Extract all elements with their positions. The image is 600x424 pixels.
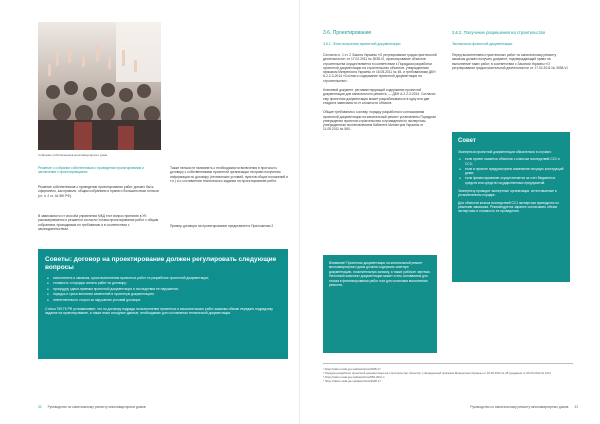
footer-title: Руководство по капитальному ремонту многоквартирных домов (47, 405, 146, 409)
left-col2-p2: Пример договора на проектирование представлен в Приложении 2. (170, 224, 275, 228)
meeting-photo (38, 22, 161, 150)
right-col1 (323, 53, 438, 137)
list-item: ● ответственность сторон за нарушение условий договора. (53, 298, 281, 302)
left-col1-p1: Решение собственников о проведении проектирования работ должно быть оформлено, как правило, общим собранием и принято большинством голосов (ст. п. 2 ст. 44 ЖК РФ). (38, 185, 159, 198)
right-footer (470, 405, 578, 409)
footnote: ¹ https://zakon.rada.gov.ua/laws/show/3038-17 (323, 367, 381, 371)
subsection-subtitle: Экспертиза проектной документации (452, 42, 513, 46)
intro-highlight: Решение о собрании собственников о проведении проектирования и заключении с проектировщиком (38, 166, 144, 175)
right-col2-p1: Перед выполнением строительных работ по капитальному ремонту заказчик должен получить документ, подтверждающий право на выполнение таких работ, в соответствии с Законом Украины «О регулировании градостроительной деятельности» от 17.02.2011 № 3038-VI. (452, 53, 569, 70)
footnotes (323, 363, 573, 383)
tip-title: Совет (458, 138, 476, 144)
advice-note: Статья 759 ГК РФ устанавливает, что по договору подряда на выполнение проектных и изыскательских работ заказчик обязан передать подрядчику задание на проектирование, а также иные исходные данные, необходимые для составления технической документации. (45, 307, 273, 316)
list-item: ● исполнитель и заказчик, сроки выполнения проектных работ по разработке проектной документации; (53, 276, 281, 280)
page-divider (299, 0, 300, 424)
page-number: 33 (574, 405, 578, 409)
section-subtitle: 3.6.1. Этап получения проектной документации (323, 42, 401, 46)
tip-callout (452, 132, 570, 282)
right-col1-p2: Ключевой документ, регламентирующий содержание проектной документации для капитального ремонта, — ДБН А.2.2-3-2014. Согласно ему проектная документация может разрабатываться в одну или две стадии в зависимости от сложности объекта. (323, 88, 436, 105)
list-item: ● если в проекте предусмотрено изменение несущих конструкций дома; (465, 167, 564, 176)
list-item: ● если проект касается объектов с классом последствий СС2 и СС3; (465, 157, 564, 166)
footnote: ² Порядок разработки проектной документации на строительство объектов, утвержденный приказом Минрегиона Украины от 16.05.2011 № 45 (редакция от 06.03.2012 № 102). (323, 371, 552, 375)
subsection-title: 3.6.2. Получение разрешения на строительство (452, 30, 546, 35)
attention-text: Внимание! Проектная документация на капитальный ремонт многоквартирного дома должна содержать сметную документацию, пояснительную записку, а также рабочие чертежи. Неполный комплект документации может стать основанием для отказа в финансировании работ или для остановки выполнения ремонта. (329, 261, 431, 288)
left-col2-p1: Также нельзя не напомнить о необходимости включения в протокол к договору с собственниками проектной организации на право получения информации по договору (технических условий, пунктов общих положений и т.п.) и о составлении технического задания на проектирование работ. (170, 166, 288, 183)
tip-p2: Для объектов класса последствий СС1 экспертиза проводится по решению заказчика. Рекомендуется заранее согласовать объем экспертизы и стоимость ее проведения. (458, 200, 559, 214)
list-item: ● порядок и сроки внесения изменений в проектную документацию; (53, 292, 281, 296)
attention-callout (323, 255, 437, 353)
footnote: ⁴ https://zakon.rada.gov.ua/laws/show/3038-17 (323, 379, 381, 383)
advice-callout (38, 249, 288, 359)
list-item: ● стоимость и порядок оплаты работ по договору; (53, 281, 281, 285)
section-title: 3.6. Проектирование (323, 30, 372, 36)
tip-intro: Экспертиза проектной документации обязательна в случаях: (458, 150, 552, 154)
advice-callout-title: Советы: договор на проектирование должен регулировать следующие вопросы (45, 256, 277, 271)
footer-title: Руководство по капитальному ремонту многоквартирных домов (470, 405, 569, 409)
left-col1-p2: В зависимости от способа управления МКД этот вопрос принятия в УК рассматривается и решается согласно Устава проектирования работ с общим собранием, проводимым по требованию и в соответствии с законодательством. (38, 214, 159, 231)
page-number: 32 (38, 405, 42, 409)
footnote: ³ https://zakon.rada.gov.ua/laws/show/560-2011-п (323, 375, 385, 379)
list-item: ● если финансирование осуществляется за счет бюджетных средств или средств государственных предприятий. (465, 176, 564, 185)
right-col1-p1: Согласно п. 1 ст. 2 Закона Украины «О регулировании градостроительной деятельности» от 17.02.2011 № 3038-VI, проектирование объектов строительства осуществляется в соответствии с Порядком разработки проектной документации на строительство объектов, утвержденным приказом Минрегиона Украины от 16.05.2011 № 45, и требованиями ДБН А.2.2-3-2014 «Состав и содержание проектной документации на строительство». (323, 53, 437, 83)
advice-list (45, 276, 281, 302)
tip-p1: Экспертизу проводят экспертные организации, аттестованные в установленном порядке. (458, 189, 557, 198)
right-col1-p3: Общие требования к составу, порядку разработки и согласования проектной документации на капитальный ремонт установлены Порядком утверждения проектов строительства и проведения их экспертизы, утвержденным постановлением Кабинета Министров Украины от 11.05.2011 № 560. (323, 110, 436, 132)
left-footer (38, 405, 146, 409)
photo-caption: Собрание собственников многоквартирного дома (38, 153, 108, 157)
tip-list (458, 157, 564, 185)
list-item: ● процедуру сдачи-приемки проектной документации и последствия ее нарушения; (53, 287, 281, 291)
